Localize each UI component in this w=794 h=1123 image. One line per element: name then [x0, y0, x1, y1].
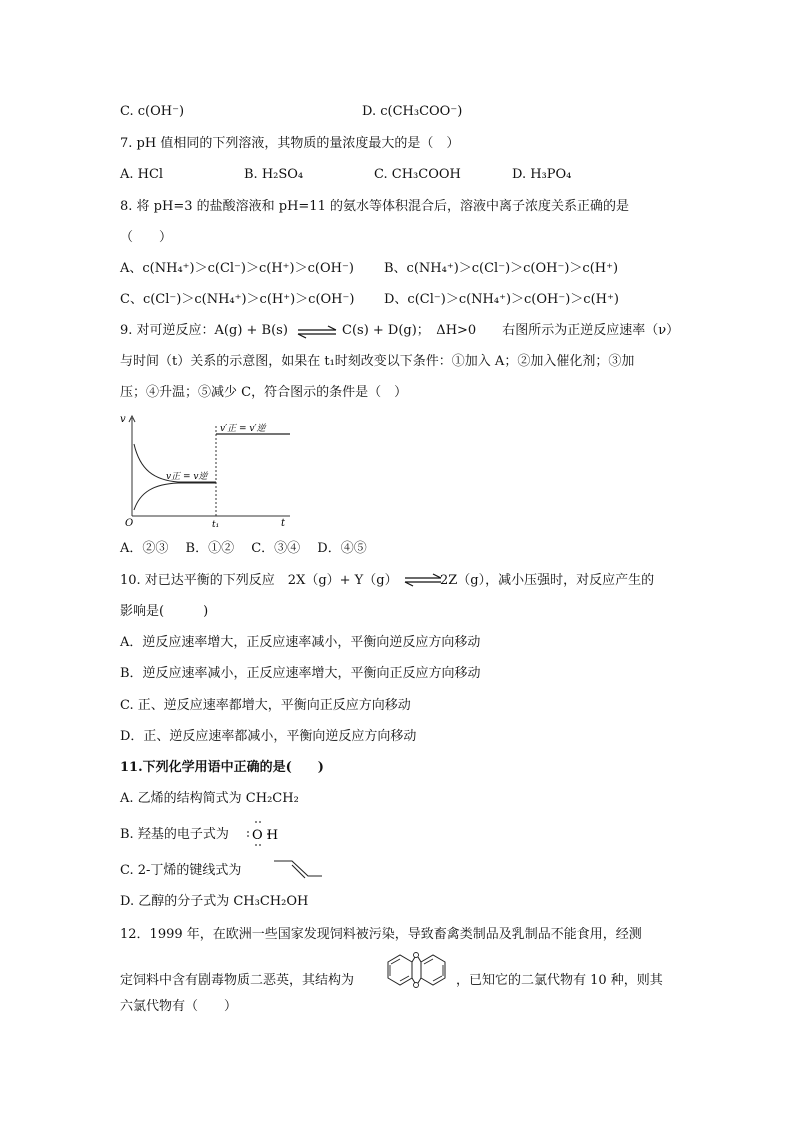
q8-stem-paren: （ ） [120, 230, 173, 245]
t1-label: t₁ [212, 520, 220, 530]
q6-option-c: C. c(OH⁻) [120, 104, 185, 119]
q10-stem-left: 10. 对已达平衡的下列反应 2X（g）+ Y（g） [120, 573, 398, 588]
reversible-arrow-icon [296, 325, 338, 339]
q12-stem-2-right: ，已知它的二氯代物有 10 种，则其 [456, 973, 663, 988]
q9-stem-2: 与时间（t）关系的示意图，如果在 t₁时刻改变以下条件：①加入 A；②加入催化剂；③加 [120, 354, 635, 369]
q6-option-d: D. c(CH₃COO⁻) [362, 104, 463, 119]
q8-option-a: A、c(NH₄⁺)＞c(Cl⁻)＞c(H⁺)＞c(OH⁻) [120, 261, 354, 276]
q9-stem-3: 压；④升温；⑤减少 C，符合图示的条件是（ ） [120, 385, 408, 400]
reverse-rate-curve [134, 483, 216, 510]
rate-time-graph [118, 412, 298, 530]
q7-stem: 7. pH 值相同的下列溶液，其物质的量浓度最大的是（ ） [120, 136, 460, 151]
q12-stem-2-left: 定饲料中含有剧毒物质二恶英，其结构为 [120, 973, 355, 988]
q10-stem-2: 影响是( ) [120, 604, 209, 619]
q11-option-c: C. 2-丁烯的键线式为 [120, 863, 242, 878]
q9-stem-left: 9. 对可逆反应：A(g) + B(s) [120, 323, 288, 338]
q10-option-a: A．逆反应速率增大，正反应速率减小，平衡向逆反应方向移动 [120, 635, 481, 650]
q8-option-c: C、c(Cl⁻)＞c(NH₄⁺)＞c(H⁺)＞c(OH⁻) [120, 292, 355, 307]
q10-option-d: D．正、逆反应速率都减小，平衡向逆反应方向移动 [120, 729, 417, 744]
q9-options: A．②③ B．①② C．③④ D．④⑤ [120, 541, 367, 556]
q11-option-d: D. 乙醇的分子式为 CH₃CH₂OH [120, 894, 309, 909]
dioxin-structure [374, 948, 456, 998]
q12-stem-1: 12．1999 年，在欧洲一些国家发现饲料被污染，导致畜禽类制品及乳制品不能食用，经测 [120, 927, 642, 942]
q8-option-d: D、c(Cl⁻)＞c(NH₄⁺)＞c(OH⁻)＞c(H⁺) [384, 292, 619, 307]
y-axis-label: v [120, 414, 126, 425]
hydroxyl-formula-text: O H [252, 828, 279, 843]
q7-option-a: A. HCl [120, 167, 164, 182]
q7-option-d: D. H₃PO₄ [512, 167, 572, 182]
q10-stem-right: 2Z（g），减小压强时，对反应产生的 [440, 573, 655, 588]
hydroxyl-electron-formula [244, 818, 284, 850]
q9-stem-right: C(s) + D(g)； ΔH>0 右图所示为正逆反应速率（ν） [342, 323, 680, 338]
q11-option-a: A. 乙烯的结构简式为 CH₂CH₂ [120, 791, 299, 806]
q11-option-b: B. 羟基的电子式为 [120, 827, 229, 842]
origin-label: O [125, 518, 134, 529]
q12-stem-3: 六氯代物有（ ） [120, 999, 238, 1014]
q10-option-b: B．逆反应速率减小，正反应速率增大，平衡向正反应方向移动 [120, 666, 481, 681]
q10-option-c: C. 正、逆反应速率都增大，平衡向正反应方向移动 [120, 698, 411, 713]
q7-option-c: C. CH₃COOH [374, 167, 461, 182]
equilibrium-label-after: v′正 = v′逆 [220, 424, 266, 434]
q8-option-b: B、c(NH₄⁺)＞c(Cl⁻)＞c(OH⁻)＞c(H⁺) [384, 261, 619, 276]
equilibrium-label-before: v正 = v逆 [166, 472, 208, 482]
q8-stem: 8. 将 pH=3 的盐酸溶液和 pH=11 的氨水等体积混合后，溶液中离子浓度关系正确的是 [120, 199, 629, 214]
reversible-arrow-icon [403, 573, 443, 587]
q7-option-b: B. H₂SO₄ [244, 167, 304, 182]
x-axis-label: t [281, 518, 286, 529]
q11-stem: 11.下列化学用语中正确的是( ) [120, 760, 324, 775]
2-butene-skeletal-formula [272, 858, 324, 882]
